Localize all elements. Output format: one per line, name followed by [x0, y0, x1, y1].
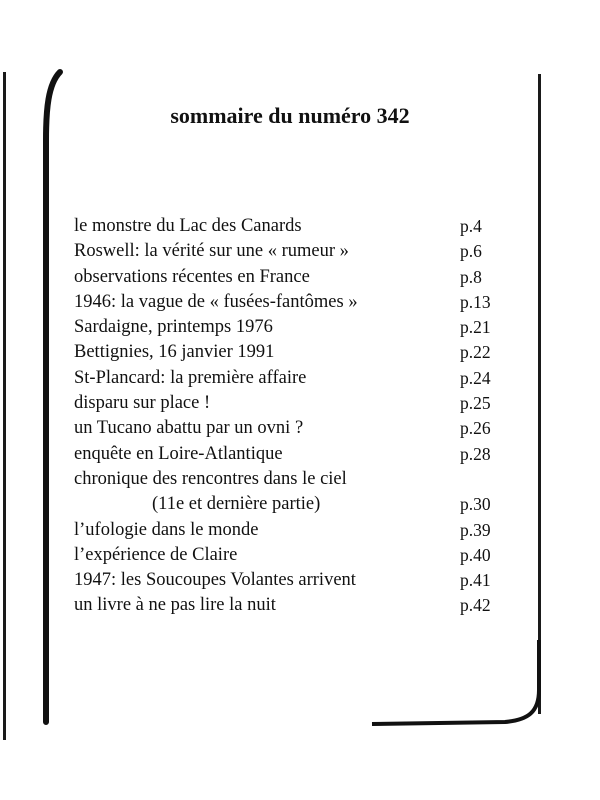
table-of-contents	[74, 214, 514, 619]
toc-entry	[74, 543, 514, 568]
toc-entry-title: Sardaigne, printemps 1976	[74, 317, 273, 338]
toc-entry-title: 1947: les Soucoupes Volantes arrivent	[74, 570, 356, 591]
toc-entry	[74, 568, 514, 593]
toc-entry-page: p.26	[460, 418, 491, 439]
toc-entry	[74, 239, 514, 264]
toc-entry-title: observations récentes en France	[74, 266, 310, 287]
toc-entry-page: p.13	[460, 291, 491, 312]
toc-entry-page: p.8	[460, 266, 482, 287]
toc-entry	[74, 442, 514, 467]
toc-entry-page: p.40	[460, 544, 491, 565]
toc-entry-page: p.21	[460, 317, 491, 338]
toc-entry	[74, 290, 514, 315]
toc-entry	[74, 315, 514, 340]
toc-entry-title: un livre à ne pas lire la nuit	[74, 595, 276, 616]
toc-entry	[74, 467, 514, 492]
toc-entry-page: p.42	[460, 595, 491, 616]
toc-entry-title: le monstre du Lac des Canards	[74, 216, 302, 236]
toc-entry-title: (11e et dernière partie)	[152, 494, 321, 515]
toc-entry-title: enquête en Loire-Atlantique	[74, 443, 283, 464]
toc-entry-title: Bettignies, 16 janvier 1991	[74, 342, 275, 363]
toc-entry	[74, 492, 514, 517]
toc-entry-title: Roswell: la vérité sur une « rumeur »	[74, 241, 349, 262]
toc-entry-page: p.28	[460, 443, 491, 464]
page-title: sommaire du numéro 342	[170, 103, 410, 128]
toc-entry	[74, 518, 514, 543]
toc-entry	[74, 391, 514, 416]
toc-entry-page: p.41	[460, 570, 491, 591]
toc-entry-page: p.24	[460, 367, 491, 388]
toc-entry-title: l’expérience de Claire	[74, 544, 238, 565]
toc-entry-title: chronique des rencontres dans le ciel	[74, 468, 347, 489]
toc-entry-title: un Tucano abattu par un ovni ?	[74, 418, 304, 439]
toc-entry-title: 1946: la vague de « fusées-fantômes »	[74, 291, 358, 312]
toc-entry-title: disparu sur place !	[74, 393, 211, 414]
toc-entry-page: p.30	[460, 494, 491, 515]
toc-entry-page: p.22	[460, 342, 491, 363]
toc-entry-title: l’ufologie dans le monde	[74, 519, 259, 540]
toc-entry-title: St-Plancard: la première affaire	[74, 367, 307, 388]
toc-entry	[74, 265, 514, 290]
toc-entry-page: p.4	[460, 216, 482, 236]
toc-entry-page: p.6	[460, 241, 482, 262]
toc-entry-page: p.39	[460, 519, 491, 540]
toc-entry	[74, 593, 514, 618]
toc-entry-page: p.25	[460, 393, 491, 414]
toc-entry	[74, 366, 514, 391]
toc-entry	[74, 214, 514, 239]
toc-entry	[74, 340, 514, 365]
toc-entry	[74, 416, 514, 441]
